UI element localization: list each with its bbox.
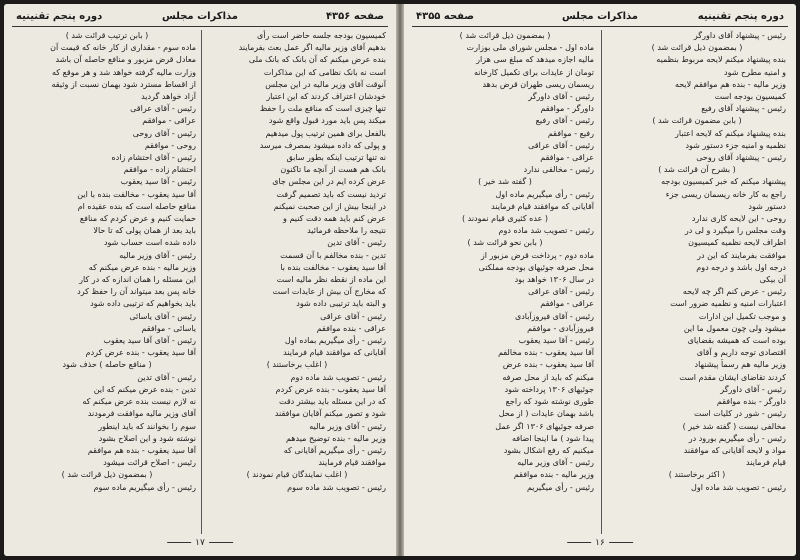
left-page-column-right [208, 30, 386, 534]
text-line: ( بشرح آن قرائت شد ) [658, 165, 736, 175]
text-line: آقا سید یعقوب - بنده عرض [502, 360, 594, 370]
text-line: رئیس - آقای تدین [137, 372, 196, 382]
text-line: میکند پس باید مورد قبول واقع شود [268, 116, 386, 126]
text-line: نوشته شود و این اصلاح بشود [98, 433, 196, 443]
right-page [404, 4, 796, 556]
text-line: نه لازم نیست بنده عرض میکنم که [82, 397, 196, 407]
text-line: عرض کرده ایم در این مجلس جای [272, 177, 386, 187]
text-line: رئیس - تصویب شد ماده دوم [290, 372, 386, 382]
folio-rule [209, 542, 233, 543]
text-line: آزاد خواهد گردید [141, 92, 196, 102]
text-line: رئیس - آقای داورگر [720, 384, 786, 394]
text-line: وزیر مالیه - بنده هم موافقم لایحه [674, 79, 786, 89]
text-line: رئیس - رأی میگیریم آقایانی که [283, 445, 386, 455]
text-line: رئیس - آقای عراقی [528, 140, 594, 150]
text-line: وزیر مالیه هم رسماً پیشنهاد [694, 360, 786, 370]
text-line: نتیجه را ملاحظه فرمائید [307, 226, 386, 236]
text-line: حمایت کنیم و عرض کردم که منافع [79, 214, 196, 224]
right-page-column-right [608, 30, 786, 534]
text-line: وزارت مالیه گرفته خواهد شد و هر موقع که [51, 67, 196, 77]
text-line: ماده دوم - پرداخت قرض مزبور از [480, 250, 594, 260]
text-line: ( منافع حاصله ) حذف شود [62, 360, 152, 370]
text-line: ( اغلب برخاستند ) [266, 360, 328, 370]
text-line: بوده است که همیشه بقضایای [687, 336, 786, 346]
text-line: رئیس - آقای یاسائی [129, 311, 196, 321]
text-line: رئیس - تصویب شد ماده سوم [287, 482, 386, 492]
right-page-column-left [416, 30, 594, 534]
text-line: ریسمان ریسی طهران قرض بدهد [482, 79, 594, 89]
text-line: باید بخواهیم که ترتیبی داده شود [90, 299, 196, 309]
text-line: نظمیه و امنیه جزء دستور شود [685, 140, 786, 150]
text-line: رئیس - عرض کنم اگر چه لایحه [682, 287, 786, 297]
text-line: آقایانی که موافقند قیام فرمایند [491, 201, 594, 211]
left-page-header [12, 10, 388, 27]
text-line: رئیس - آقای وزیر مالیه [119, 250, 196, 260]
text-line: نه تنها ترتیب اینکه بطور سابق [286, 153, 386, 163]
text-line: این ماده از نقطه نظر مالیه است [276, 275, 386, 285]
right-page-header [412, 10, 788, 27]
left-page-session: دوره پنجم تقنینیه [16, 11, 103, 22]
text-line: موافقت بفرمایند که این در [697, 250, 786, 260]
text-line: رئیس - پیشنهاد آقای روحی [696, 153, 786, 163]
text-line: خانه پس بعد میتواند آن را حفظ کرد [77, 287, 196, 297]
text-line: رئیس - آقای عراقی [130, 104, 196, 114]
text-line: بنده عرض میکنم که آن بانک که بانک ملی [248, 55, 386, 65]
text-line: بنده پیشنهاد میکنم لایحه مربوط بنظمیه [656, 55, 786, 65]
text-line: این مسئله را همان اندازه که در کار [79, 275, 196, 285]
text-line: رئیس - آقای فیروزآبادی [514, 311, 594, 321]
text-line: وقت مجلس را میگیرد و لی در [684, 226, 786, 236]
text-line: رفیع - موافقم [547, 128, 594, 138]
text-line: از اقساط مسترد شود بهمان نسبت از وثیقه [51, 79, 196, 89]
text-line: تدین - بنده عرض میکنم که این [93, 384, 196, 394]
text-line: ( اکثر برخاستند ) [668, 470, 726, 480]
text-line: رئیس - آقای تدین [327, 238, 386, 248]
text-line: روحی - این لایحه کاری ندارد [691, 214, 786, 224]
text-line: داورگر - موافقم [540, 104, 594, 114]
text-line: آقا سید یعقوب - مخالفت بنده با این [77, 189, 196, 199]
text-line: کمیسیون بودجه است [714, 92, 786, 102]
text-line: بانک هم هست از آنچه ما تاکنون [280, 165, 386, 175]
text-line: وزیر مالیه - بنده توضیح میدهم [285, 433, 386, 443]
right-page-column-divider [601, 30, 602, 534]
text-line: رئیس - پیشنهاد آقای رفیع [701, 104, 786, 114]
text-line: عراقی - موافقم [540, 299, 594, 309]
text-line: رئیس - شور در کلیات است [693, 409, 786, 419]
text-line: کردند تقاضای ایشان مقدم است [679, 372, 786, 382]
text-line: و موجب تکمیل این ادارات [698, 311, 786, 321]
text-line: رئیس - رأی میگیریم ماده سوم [93, 482, 196, 492]
text-line: جوئیهای ۱۳۰۶ پرداخته شود [504, 384, 594, 394]
left-page-folio [163, 538, 237, 550]
text-line: محل صرفه جوئیهای بودجه مملکتی [478, 262, 594, 272]
text-line: روحی - موافقم [144, 140, 196, 150]
right-page-title: مذاکرات مجلس [561, 11, 638, 22]
text-line: رئیس - آقای وزیر مالیه [309, 421, 386, 431]
left-page-column-left [18, 30, 196, 534]
book-spread [4, 4, 796, 556]
left-page-column-divider [201, 30, 202, 534]
text-line: قیام فرمایند [746, 458, 786, 468]
text-line: ( بابن مضمون قرائت شد ) [652, 116, 742, 126]
text-line: عرض کنم باید همه دقت کنیم و [283, 214, 386, 224]
text-line: رئیس - رأی میگیریم بماده اول [284, 336, 386, 346]
text-line: میکنم که باید از محل صرفه [502, 372, 594, 382]
text-line: رئیس - آقا سید یعقوب [120, 177, 196, 187]
text-line: در سال ۱۳۰۶ خواهد بود [514, 275, 594, 285]
text-line: تومان از عایدات برای تکمیل کارخانه [473, 67, 594, 77]
text-line: رئیس - آقا سید یعقوب [518, 336, 594, 346]
text-line: رئیس - پیشنهاد آقای داورگر [693, 31, 786, 40]
text-line: آقا سید یعقوب - مخالفت بنده با [280, 262, 386, 272]
text-line: دستور شود [748, 201, 786, 211]
text-line: داورگر - بنده موافقم [716, 397, 786, 407]
text-line: رئیس - مخالفی ندارد [523, 165, 594, 175]
text-line: اقتصادی توجه داریم و آقای [696, 348, 786, 358]
text-line: یاسائی - موافقم [141, 323, 196, 333]
text-line: اعتبارات امنیه و نظمیه ضرور است [670, 299, 786, 309]
text-line: مخالفی نیست ( گفته شد خیر ) [682, 421, 786, 431]
text-line: تنها چیزی است که منافع ملت را حفظ [259, 104, 386, 114]
text-line: شود و تصور میکنم آقایان موافقند [274, 409, 386, 419]
text-line: پیشنهاد میکنم که خبر کمیسیون بودجه [661, 177, 786, 187]
text-line: تدین - بنده مخالفم با آن قسمت [280, 250, 386, 260]
text-line: و البته باید ترتیبی داده شود [296, 299, 386, 309]
text-line: بالفعل برای همین ترتیب پول میدهیم [265, 128, 386, 138]
text-line: در اینجا بیش از این صحبت نمیکنم [273, 201, 386, 211]
text-line: رئیس - رأی میگیریم بورود در [688, 433, 786, 443]
right-page-session: دوره پنجم تقنینیه [697, 11, 784, 22]
text-line: که در این مسئله باید بیشتر دقت [278, 397, 386, 407]
text-line: رئیس - تصویب شد ماده دوم [498, 226, 594, 236]
text-line: آقایانی که موافقند قیام فرمایند [283, 348, 386, 358]
left-page [4, 4, 396, 556]
text-line: رئیس - آقای وزیر مالیه [517, 458, 594, 468]
text-line: رئیس - آقای عراقی [528, 287, 594, 297]
text-line: رئیس - رأی میگیریم ماده اول [495, 189, 594, 199]
book-gutter [396, 4, 404, 556]
text-line: و امنیه مطرح شود [724, 67, 786, 77]
text-line: مالیه اجازه میدهد که مبلغ سی هزار [476, 55, 594, 65]
left-page-number: صفحه ۴۳۵۶ [325, 11, 384, 22]
folio-rule [609, 542, 633, 543]
text-line: و پولی که داده میشود بمصرف میرسد [259, 140, 386, 150]
text-line: ماده اول - مجلس شورای ملی بوزارت [466, 43, 594, 53]
text-line: اطراف لایحه نظمیه کمیسیون [688, 238, 786, 248]
text-line: که مخارج آن بیش از عایدات است [272, 287, 386, 297]
text-line: ( اغلب نمایندگان قیام نمودند ) [246, 470, 348, 480]
text-line: میکنیم که رفع اشکال بشود [503, 445, 594, 455]
text-line: منافع حاصله است که بنده عقیده ام [77, 201, 196, 211]
text-line: آقا سید یعقوب - بنده عرض کردم [85, 348, 196, 358]
text-line: معادل قرض مزبور و منافع حاصله آن باشد [55, 55, 196, 65]
text-line: فیروزآبادی - موافقم [527, 323, 594, 333]
text-line: میشود ولی چون معمول ما این [683, 323, 786, 333]
text-line: موافقند قیام فرمایند [318, 458, 386, 468]
text-line: ( بابن ترتیب قرائت شد ) [65, 31, 149, 40]
text-line: رئیس - اصلاح قرائت میشود [103, 458, 196, 468]
folio-rule [567, 542, 591, 543]
text-line: ماده سوم - مقداری از کار خانه که قیمت آن [50, 43, 196, 53]
text-line: بنده پیشنهاد میکنم که لایحه اعتبار [675, 128, 786, 138]
text-line: است نه بانک نظامی که این مذاکرات [263, 67, 386, 77]
text-line: ( گفته شد خیر ) [478, 177, 532, 187]
left-page-title: مذاکرات مجلس [161, 11, 238, 22]
folio-rule [167, 542, 191, 543]
text-line: رئیس - آقای رفیع [535, 116, 594, 126]
text-line: آقا سید یعقوب - بنده مخالفم [498, 348, 594, 358]
text-line: ( عده کثیری قیام نمودند ) [461, 214, 549, 224]
text-line: رئیس - آقای عراقی [320, 311, 386, 321]
text-line: طوری نوشته شود که راجع [505, 397, 594, 407]
right-page-number: صفحه ۴۳۵۵ [416, 11, 475, 22]
text-line: ( بمضمون ذیل قرائت شد ) [651, 43, 743, 53]
text-line: آقا سید یعقوب - بنده عرض کردم [275, 384, 386, 394]
text-line: سوم را بخوانند که باید اینطور [98, 421, 196, 431]
text-line: صرفه جوئیهای ۱۳۰۶ اگر عمل [495, 421, 594, 431]
text-line: مواد و لایحه آقایانی که موافقند [683, 445, 786, 455]
text-line: داده شده است حساب شود [103, 238, 196, 248]
right-page-folio [563, 538, 637, 550]
text-line: بدهیم آقای وزیر مالیه اگر عمل بعث بفرمایند [238, 43, 386, 53]
text-line: رئیس - آقای داورگر [528, 92, 594, 102]
text-line: ( بابن نحو قرائت شد ) [467, 238, 543, 248]
text-line: احتشام زاده - موافقم [123, 165, 196, 175]
text-line: رئیس - تصویب شد ماده اول [691, 482, 786, 492]
text-line: آقا سید یعقوب - بنده هم موافقم [87, 445, 196, 455]
text-line: رئیس - آقای آقا سید یعقوب [103, 336, 196, 346]
text-line: باشد بهمان عایدات ( از محل [498, 409, 594, 419]
text-line: وزیر مالیه - بنده موافقم [513, 470, 594, 480]
text-line: تردید نیست که باید تصمیم گرفت [276, 189, 386, 199]
text-line: باید بعد از همان پولی که تا حالا [93, 226, 196, 236]
text-line: عراقی - موافقم [540, 153, 594, 163]
left-folio-number: ۱۷ [195, 538, 205, 548]
text-line: آن بیکی [759, 275, 786, 285]
right-folio-number: ۱۶ [595, 538, 605, 548]
text-line: ( بمضمون ذیل قرائت شد ) [459, 31, 551, 40]
text-line: خودشان اعتراف کردند که این اعتبار [266, 92, 386, 102]
text-line: آنوقت آقای وزیر مالیه در این مجلس [265, 79, 386, 89]
text-line: رئیس - آقای احتشام زاده [111, 153, 196, 163]
text-line: رئیس - رأی میگیریم [526, 482, 594, 492]
text-line: کمیسیون بودجه جلسه حاضر است رأی [256, 31, 386, 40]
text-line: پیدا شود ) ما اینجا اضافه [511, 433, 594, 443]
text-line: درجه اول باشد و درجه دوم [696, 262, 786, 272]
text-line: آقای وزیر مالیه موافقت فرمودند [87, 409, 196, 419]
text-line: وزیر مالیه - بنده عرض میکنم که [88, 262, 196, 272]
text-line: عراقی - بنده موافقم [316, 323, 386, 333]
text-line: عراقی - موافقم [142, 116, 196, 126]
text-line: راجع به کار خانه ریسمان ریسی جزء [665, 189, 786, 199]
text-line: ( بمضمون ذیل قرائت شد ) [61, 470, 153, 480]
text-line: رئیس - آقای روحی [132, 128, 196, 138]
